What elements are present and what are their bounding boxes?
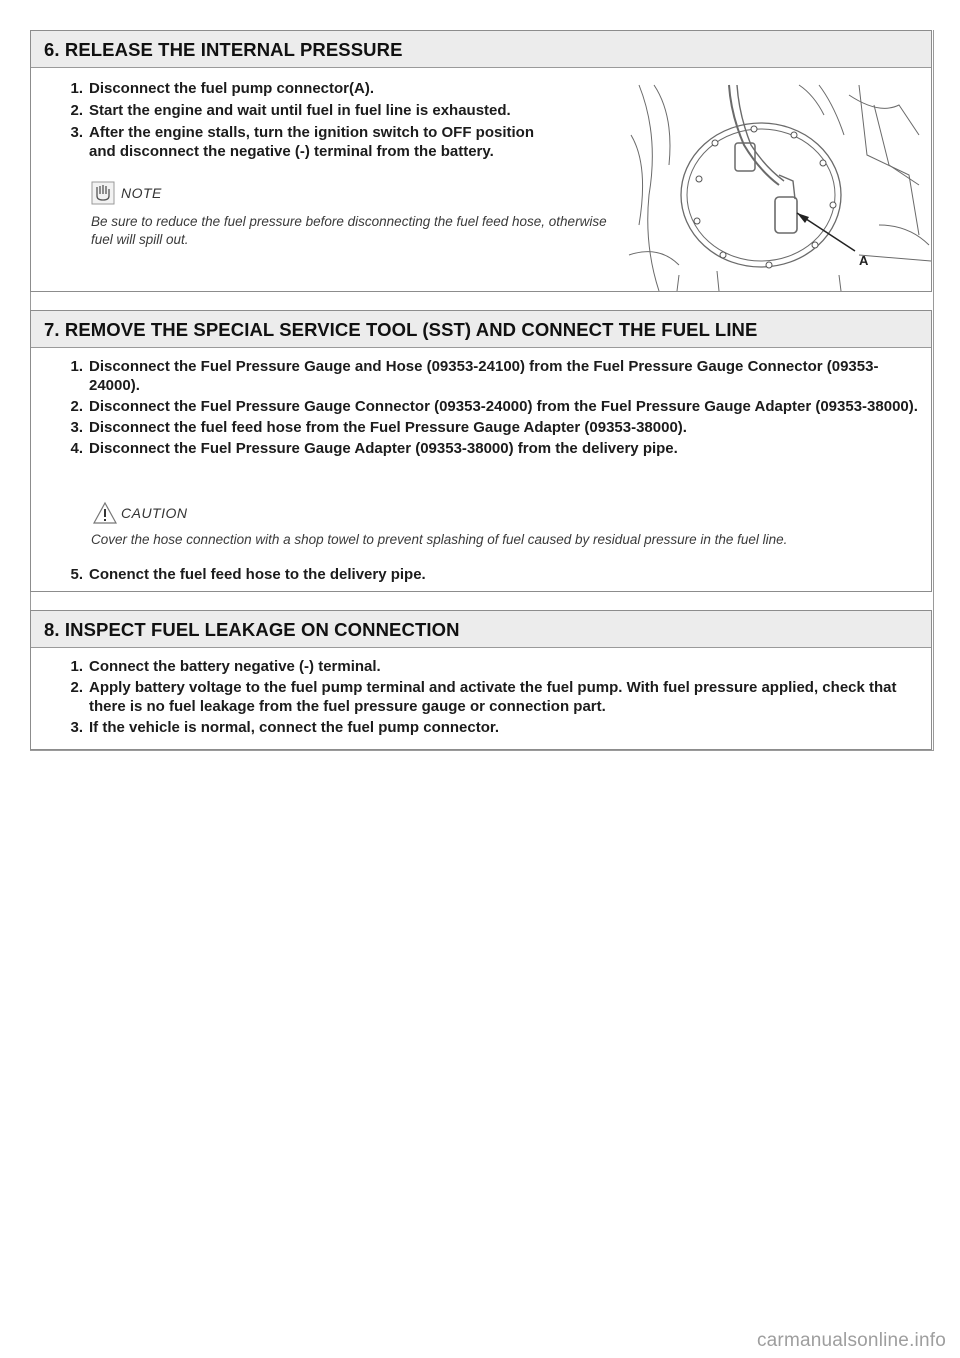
step-number: 2. — [70, 679, 83, 696]
step-text: Apply battery voltage to the fuel pump terminal and activate the fuel pump. With fuel pressure applied, check that there is no fuel leakage from the fuel pressure gauge or connection part. — [89, 679, 897, 715]
note-text: Be sure to reduce the fuel pressure before disconnecting the fuel feed hose, otherwise fuel will spill out. — [91, 214, 607, 247]
caution-label: CAUTION — [121, 505, 188, 521]
note-label: NOTE — [121, 185, 162, 201]
step-text: If the vehicle is normal, connect the fuel pump connector. — [89, 719, 500, 736]
watermark: carmanualsonline.info — [756, 1330, 946, 1351]
section-title: 6. RELEASE THE INTERNAL PRESSURE — [31, 31, 931, 68]
step-number: 3. — [70, 419, 83, 436]
step-list — [61, 357, 921, 458]
step-list — [61, 79, 621, 161]
step-item — [61, 418, 921, 437]
step-list — [61, 657, 921, 737]
step-number: 4. — [70, 440, 83, 457]
step-item — [61, 101, 621, 120]
step-number: 1. — [70, 358, 83, 375]
fuel-pump-connector-figure — [619, 75, 931, 291]
section-title: 8. INSPECT FUEL LEAKAGE ON CONNECTION — [31, 611, 931, 648]
step-number: 3. — [70, 124, 83, 141]
step-number: 1. — [70, 80, 83, 97]
step-text: Disconnect the Fuel Pressure Gauge Adapter (09353-38000) from the delivery pipe. — [89, 440, 678, 457]
note-box — [91, 181, 611, 249]
step-item — [61, 565, 921, 584]
caution-header — [91, 501, 931, 527]
step-item — [61, 357, 921, 395]
note-header — [91, 181, 611, 207]
step-list-continued — [61, 565, 921, 584]
step-text: Connect the battery negative (-) terminal. — [89, 658, 381, 675]
section-inspect-fuel-leakage — [30, 610, 932, 750]
step-number: 2. — [70, 398, 83, 415]
step-text: Disconnect the fuel pump connector(A). — [89, 80, 375, 97]
step-item — [61, 678, 921, 716]
step-text: After the engine stalls, turn the ignition switch to OFF position and disconnect the negative (-) terminal from the battery. — [89, 124, 534, 160]
section-release-internal-pressure — [30, 30, 932, 292]
step-item — [61, 79, 621, 98]
step-text: Disconnect the Fuel Pressure Gauge Connector (09353-24000) from the Fuel Pressure Gauge Adapter (09353-38000). — [89, 398, 918, 415]
step-number: 2. — [70, 102, 83, 119]
step-item — [61, 123, 561, 161]
step-item — [61, 657, 921, 676]
step-item — [61, 397, 921, 416]
caution-box — [91, 501, 931, 549]
step-text: Disconnect the fuel feed hose from the Fuel Pressure Gauge Adapter (09353-38000). — [89, 419, 687, 436]
figure-callout-a: A — [859, 253, 869, 268]
step-number: 1. — [70, 658, 83, 675]
step-text: Disconnect the Fuel Pressure Gauge and Hose (09353-24100) from the Fuel Pressure Gauge Connector (09353-24000). — [89, 358, 879, 394]
step-item — [61, 718, 921, 737]
note-hand-icon — [91, 181, 115, 210]
step-text: Start the engine and wait until fuel in fuel line is exhausted. — [89, 102, 511, 119]
section-remove-sst — [30, 310, 932, 592]
section-title: 7. REMOVE THE SPECIAL SERVICE TOOL (SST) AND CONNECT THE FUEL LINE — [31, 311, 931, 348]
caution-text: Cover the hose connection with a shop towel to prevent splashing of fuel caused by residual pressure in the fuel line. — [91, 532, 788, 547]
step-item — [61, 439, 921, 458]
step-number: 5. — [70, 566, 83, 583]
step-text: Conenct the fuel feed hose to the delivery pipe. — [89, 566, 426, 583]
caution-triangle-icon — [93, 501, 117, 530]
step-number: 3. — [70, 719, 83, 736]
